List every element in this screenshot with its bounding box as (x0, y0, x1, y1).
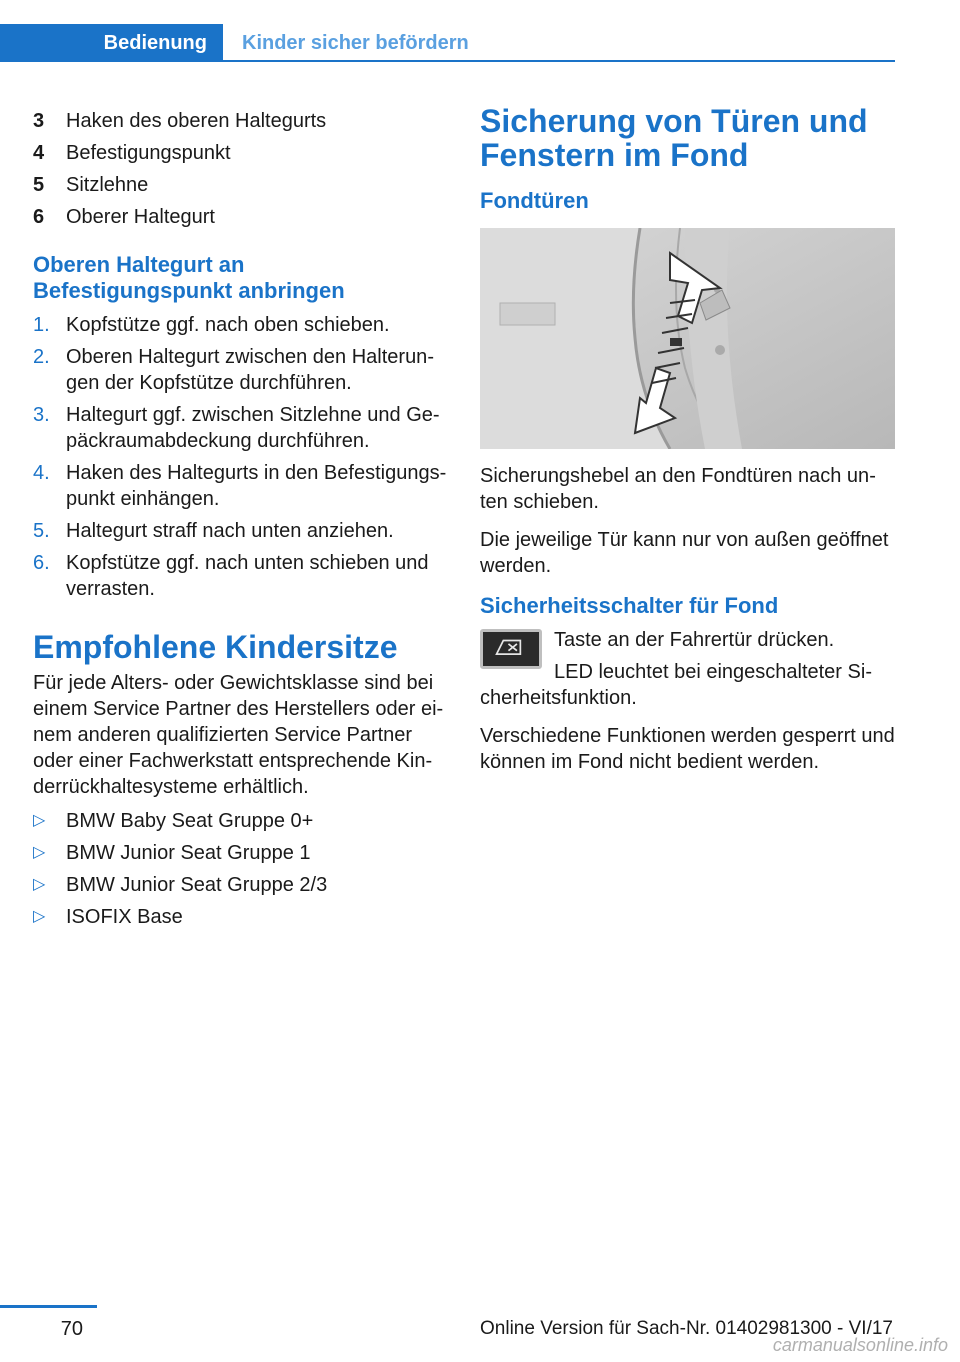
seat-list (33, 808, 448, 930)
switch-block (480, 627, 895, 723)
step-item: 2. Oberen Haltegurt zwischen den Halterungen der Kopfstütze durchführen. (33, 346, 434, 394)
left-column (33, 108, 448, 936)
step-item: 4. Haken des Haltegurts in den Befestigungspunkt einhängen. (33, 462, 447, 510)
paragraph-kindersitze: Für jede Alters- oder Gewichtsklasse sind bei einem Service Partner des Herstellers oder einem anderen qualifizierten Service Partner oder einer Fachwerkstatt entsprechende Kinderrückhaltesysteme erhältlich. (33, 672, 444, 798)
heading-sicherung: Sicherung von Türen und Fenstern im Fond (480, 103, 868, 173)
list-item: ▷ BMW Junior Seat Gruppe 1 (33, 842, 311, 864)
page-number: 70 (60, 1318, 83, 1340)
window-lock-button-icon (480, 629, 542, 669)
online-version-note: Online Version für Sach-Nr. 01402981300 - VI/17 (480, 1318, 893, 1339)
legend-item: 5 Sitzlehne (33, 174, 149, 196)
footer-divider (0, 1305, 97, 1308)
subheading-haltegurt: Oberen Haltegurt an Befestigungspunkt anbringen (33, 252, 345, 303)
list-item: ▷ BMW Baby Seat Gruppe 0+ (33, 810, 314, 832)
legend-item: 6 Oberer Haltegurt (33, 206, 215, 228)
para-fondtueren-2: Die jeweilige Tür kann nur von außen geöffnet werden. (480, 529, 889, 577)
heading-kindersitze: Empfohlene Kindersitze (33, 629, 398, 665)
legend-item: 3 Haken des oberen Haltegurts (33, 110, 327, 132)
para-switch-2: LED leuchtet bei eingeschalteter Sicherheitsfunktion. (480, 661, 872, 709)
door-lock-lever-image (480, 228, 895, 449)
steps-list (33, 312, 448, 602)
list-item: ▷ BMW Junior Seat Gruppe 2/3 (33, 874, 328, 896)
step-item: 5. Haltegurt straff nach unten anziehen. (33, 520, 394, 542)
legend-item: 4 Befestigungspunkt (33, 142, 231, 164)
tab-bedienung[interactable]: Bedienung (0, 24, 223, 62)
subheading-fondtueren: Fondtüren (480, 188, 589, 213)
list-item: ▷ ISOFIX Base (33, 906, 183, 928)
legend-list (33, 108, 448, 230)
para-fondtueren-1: Sicherungshebel an den Fondtüren nach unten schieben. (480, 465, 876, 513)
para-switch-1: Taste an der Fahrertür drücken. (554, 629, 835, 651)
step-item: 3. Haltegurt ggf. zwischen Sitzlehne und Gepäckraumabdeckung durchführen. (33, 404, 440, 452)
right-column (480, 104, 895, 775)
watermark: carmanualsonline.info (772, 1335, 948, 1355)
tab-kinder-sicher[interactable]: Kinder sicher befördern (242, 32, 469, 54)
chapter-header (0, 24, 895, 62)
step-item: 6. Kopfstütze ggf. nach unten schieben und verrasten. (33, 552, 429, 600)
subheading-sicherheitsschalter: Sicherheitsschalter für Fond (480, 593, 779, 618)
para-switch-3: Verschiedene Funktionen werden gesperrt und können im Fond nicht bedient werden. (480, 725, 895, 773)
header-divider (0, 60, 895, 62)
step-item: 1. Kopfstütze ggf. nach oben schieben. (33, 314, 390, 336)
